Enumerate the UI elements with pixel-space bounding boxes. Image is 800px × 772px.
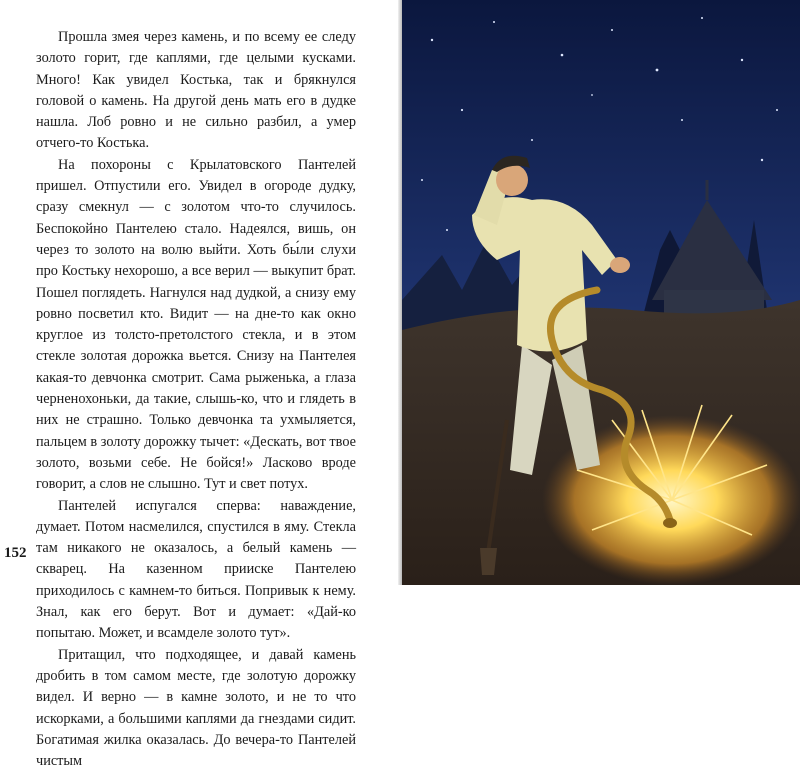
story-text [36,27,356,772]
illustration-painting [402,0,800,585]
story-illustration [402,0,800,585]
paragraph: Прошла змея через камень, и по всему ее следу золото горит, где каплями, где целыми кусками. Много! Как увидел Костька, так и брякнулся головой о камень. На другой день мать его в дудке нашла. Лоб ровно и не сильно разбил, а умер отчего-то Костька. [36,29,356,152]
page-number: 152 [4,545,27,561]
paragraph: На похороны с Крылатовского Пантелей пришел. Отпустили его. Увидел в огороде дудку, сразу смекнул — с золотом что-то случилось. Беспокойно Пантелею стало. Надеялся, вишь, он через то золото на волю выйти. Хоть бы́ли слухи про Костьку нехорошо, а все верил — выкупит брат. Пошел поглядеть. Нагнулся над дудкой, а снизу ему ровно посветил кто. Видит — на дне-то как окно круглое из толсто-претолстого стекла, и в этом стекле золотая дорожка вьется. Снизу на Пантелея какая-то девчонка смотрит. Сама рыженька, а глаза черненохоньки, да такие, слышь-ко, что и глядеть в них не страшно. Только девчонка та ухмыляется, пальцем в золоту дорожку тычет: «Дескать, вот твое золото, возьми себе. Не бойся!» Ласково вроде говорит, а слов не слышно. Тут и свет потух. [36,156,356,493]
paragraph: Пантелей испугался сперва: наваждение, думает. Потом насмелился, спустился в яму. Стекла там никакого не оказалось, а белый камень — скварец. На казенном прииске Пантелею приходилось с камнем-то биться. Попривык к нему. Знал, как его берут. Вот и думает: «Дай-ко попытаю. Может, и всамделе золото тут». [36,497,356,642]
left-text-page [0,0,398,770]
paragraph: Притащил, что подходящее, и давай камень дробить в том самом месте, где золотую дорожку видел. И верно — в камне золото, и не то что искорками, а большими каплями да гнездами сидит. Богатимая жилка оказалась. До вечера-то Пантелей чистым [36,646,356,770]
snake-head [663,518,677,528]
